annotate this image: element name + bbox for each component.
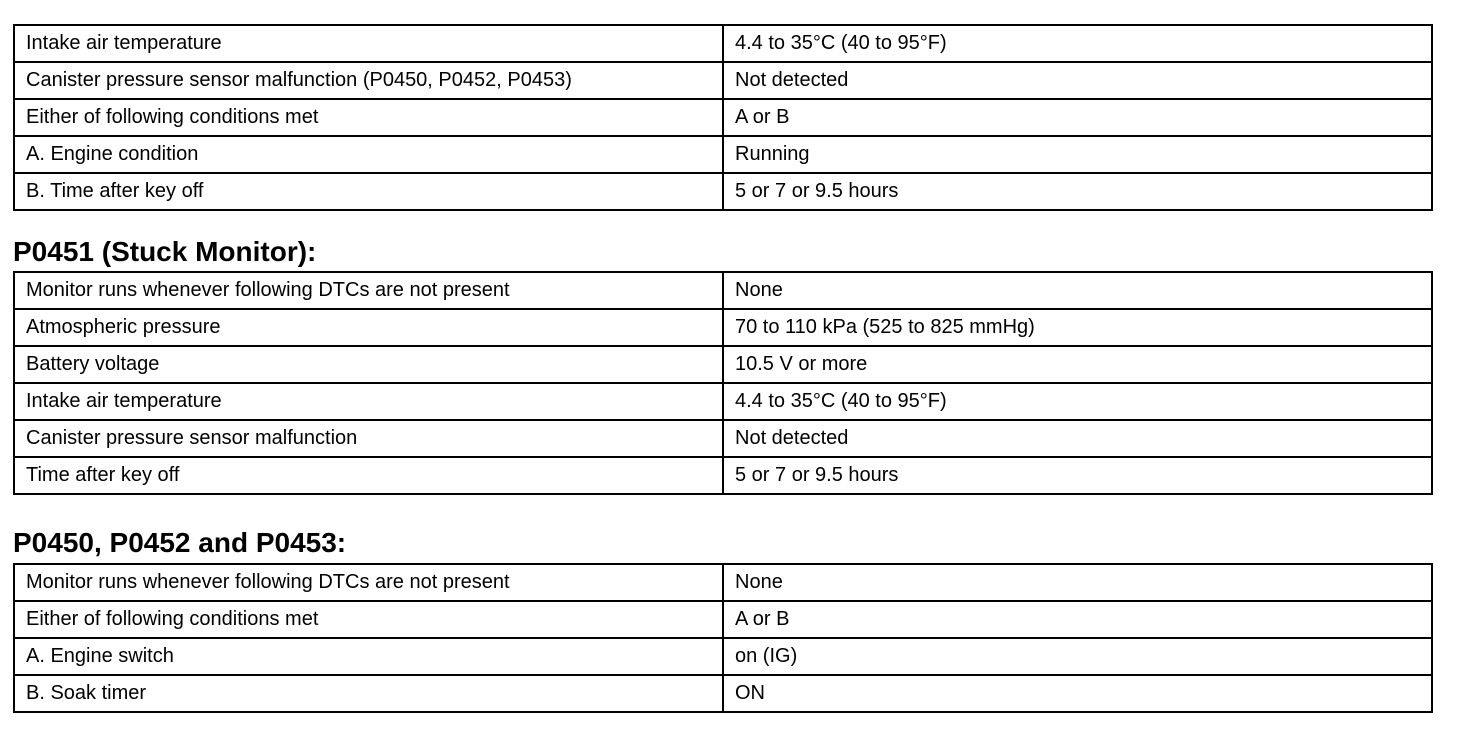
table-row — [14, 136, 1432, 173]
condition-cell: Atmospheric pressure — [14, 309, 723, 346]
table-row — [14, 383, 1432, 420]
table-row — [14, 173, 1432, 210]
condition-cell: Canister pressure sensor malfunction — [14, 420, 723, 457]
table-row — [14, 457, 1432, 494]
condition-cell: Monitor runs whenever following DTCs are not present — [14, 272, 723, 309]
table-row — [14, 420, 1432, 457]
condition-cell: B. Soak timer — [14, 675, 723, 712]
condition-cell: Battery voltage — [14, 346, 723, 383]
value-cell: A or B — [723, 601, 1432, 638]
value-cell: None — [723, 564, 1432, 601]
table-row — [14, 62, 1432, 99]
conditions-table-continued — [13, 24, 1433, 211]
value-cell: None — [723, 272, 1432, 309]
condition-cell: Intake air temperature — [14, 383, 723, 420]
table-body — [14, 564, 1432, 712]
table-row — [14, 346, 1432, 383]
table-row — [14, 272, 1432, 309]
conditions-table-p0451 — [13, 271, 1433, 495]
table-row — [14, 99, 1432, 136]
condition-cell: Either of following conditions met — [14, 99, 723, 136]
value-cell: 5 or 7 or 9.5 hours — [723, 457, 1432, 494]
condition-cell: B. Time after key off — [14, 173, 723, 210]
table-body — [14, 272, 1432, 494]
value-cell: Running — [723, 136, 1432, 173]
value-cell: 10.5 V or more — [723, 346, 1432, 383]
table-row — [14, 309, 1432, 346]
condition-cell: Monitor runs whenever following DTCs are not present — [14, 564, 723, 601]
value-cell: Not detected — [723, 62, 1432, 99]
section-heading-p0451: P0451 (Stuck Monitor): — [13, 236, 317, 267]
condition-cell: A. Engine condition — [14, 136, 723, 173]
table-row — [14, 601, 1432, 638]
value-cell: 70 to 110 kPa (525 to 825 mmHg) — [723, 309, 1432, 346]
condition-cell: Canister pressure sensor malfunction (P0450, P0452, P0453) — [14, 62, 723, 99]
value-cell: 4.4 to 35°C (40 to 95°F) — [723, 383, 1432, 420]
table-row — [14, 638, 1432, 675]
value-cell: on (IG) — [723, 638, 1432, 675]
table-row — [14, 564, 1432, 601]
table-row — [14, 25, 1432, 62]
value-cell: 5 or 7 or 9.5 hours — [723, 173, 1432, 210]
condition-cell: A. Engine switch — [14, 638, 723, 675]
value-cell: Not detected — [723, 420, 1432, 457]
table-row — [14, 675, 1432, 712]
condition-cell: Intake air temperature — [14, 25, 723, 62]
condition-cell: Time after key off — [14, 457, 723, 494]
value-cell: ON — [723, 675, 1432, 712]
conditions-table-p0450-p0452-p0453 — [13, 563, 1433, 713]
section-heading-p0450-p0452-p0453: P0450, P0452 and P0453: — [13, 527, 347, 558]
value-cell: A or B — [723, 99, 1432, 136]
value-cell: 4.4 to 35°C (40 to 95°F) — [723, 25, 1432, 62]
table-body — [14, 25, 1432, 210]
condition-cell: Either of following conditions met — [14, 601, 723, 638]
